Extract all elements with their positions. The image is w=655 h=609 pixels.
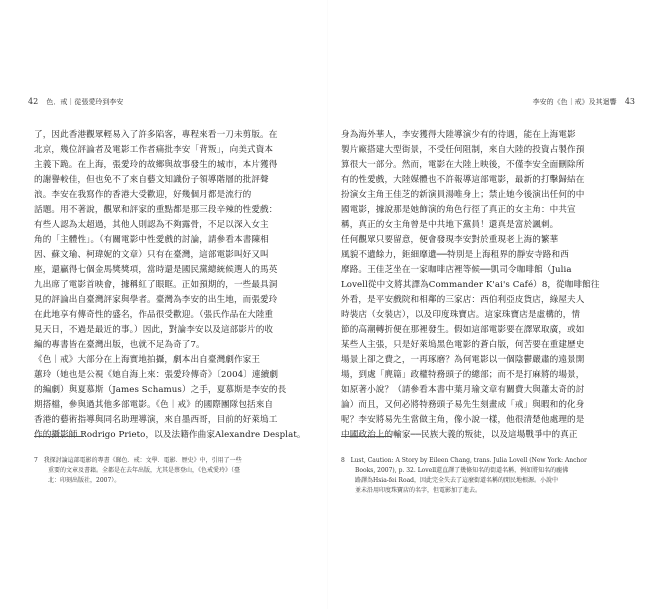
- body-line: 外看，是平安戲院和相鄰的三家店：西伯利亞皮貨店，綠屋夫人: [341, 295, 585, 305]
- body-line: 摩路。王佳芝坐在一家咖啡店裡等候──凱司令咖啡館（Julia: [341, 265, 572, 275]
- right-page: [335, 0, 635, 609]
- left-running-head: 色．戒｜從張愛玲到李安: [46, 98, 124, 106]
- right-page-header: [335, 97, 635, 107]
- body-line: 的編劇）與夏慕斯（James Schamus）之手，夏慕斯是李安的長: [34, 385, 287, 395]
- body-line: 稱，真正的女主角曾是中共地下黨員！還真是富於諷刺。: [341, 220, 559, 230]
- body-line: 身為海外華人，李安獲得大陸導演少有的待遇，能在上海電影: [341, 130, 576, 140]
- footnote-line: [34, 456, 328, 466]
- body-line: 北京，幾位評論者及電影工作者痛批李安「背叛」，向美式資本: [34, 145, 274, 155]
- body-line: 算很大一部分。然而，電影在大陸上映後，不僅李安全面刪除所: [341, 160, 585, 170]
- footnote: [341, 456, 635, 496]
- body-line: 期搭檔，參與過其他多部電影。《色｜戒》的國際團隊包括來自: [34, 400, 274, 410]
- footnote-line: [341, 456, 635, 466]
- body-line: 見天日，不過是最近的事。）因此，對論李安以及這部影片的收: [34, 325, 274, 335]
- body-line: 座，還贏得七個金馬獎獎項，當時還是國民黨總統候選人的馬英: [34, 265, 278, 275]
- footnote-line: 北：印刻出版社，2007）。: [48, 477, 121, 484]
- body-line: 了，因此香港觀眾輕易入了許多陷客，專程來看一刀未剪版。在: [34, 130, 278, 140]
- body-line: 九出席了電影首映會，據稱紅了眼眶。正如預期的，一些最具洞: [34, 280, 278, 290]
- footnote-line: Books, 2007), p. 32. Lovell還直譯了幾條知名的街道名稱，例如將知名的龐佛: [355, 467, 569, 474]
- body-line: 論）而且，又何必將特務頭子易先生刻畫成「戒」與暇和的化身: [341, 400, 585, 410]
- left-page-header: [28, 97, 328, 107]
- body-line: 主義下跪。在上海，張愛玲的故鄉與故事發生的城市，本片獲得: [34, 160, 278, 170]
- body-line: 話題。用不著說，觀眾和評家的重點都是那三段辛辣的性愛戲：: [34, 205, 278, 215]
- body-line: 國電影，據說那是她飾演的角色行徑了真正的女主角：中共宣: [341, 205, 576, 215]
- footnote-text: 我探討論這部電影的專書《睇色．戒：文學．電影．歷史》中，引用了一些: [43, 457, 242, 464]
- body-line: Lovell從中文將其譯為Commander K'ai's Café）8，從咖啡館往: [341, 280, 600, 290]
- body-line: 如原著小說？（請參看本書中葉月瑜文章有關費大與蕭太奇的討: [341, 385, 585, 395]
- body-line: 有的性愛戲，大陸媒體也不許報導這部電影，最新的打擊歸結在: [341, 175, 585, 185]
- body-line: 有些人認為太超過，其他人則認為不夠露骨，不足以深入女主: [34, 220, 269, 230]
- body-line: 場，到處「麂篇」政權特務頭子的總部；而不是打麻將的場景，: [341, 370, 585, 380]
- footnote-marker: 8: [341, 457, 345, 464]
- right-page-body: [341, 128, 635, 443]
- body-line: 時裝店（女裝店），以及印度珠寶店。這家珠寶店是虛構的，情: [341, 310, 581, 320]
- body-line: 的謝譽較佳，但也免不了來自藝文知識份子領導階層的批評聲: [34, 175, 269, 185]
- footnote-line: 路譯為Hsia-fei Road，因此完全失去了這麼街道名稱的閒民地根源。小說中: [355, 477, 558, 484]
- body-line: 製片廠搭建大型街景，不受任何阻制，來自大陸的投資占製作預: [341, 145, 585, 155]
- body-line: 浪。李安在我寫作的香港大受歡迎，好幾個月都是流行的: [34, 190, 252, 200]
- spine-gutter: [327, 0, 328, 609]
- body-line: 場景上卻之費之，一再琢磨？為何電影以一個陰鬱嚴肅的遠景開: [341, 355, 585, 365]
- footnote: [34, 456, 328, 486]
- body-line: 任何觀眾只要留意，便會發現李安對於重現老上海的繁華: [341, 235, 559, 245]
- body-line: 蕙玲（她也是公視《她自海上來：張愛玲傳奇》〔2004〕連續劇: [34, 370, 279, 380]
- body-line: 《色｜戒》大部分在上海實地拍攝，劇本出自臺灣劇作家王: [34, 355, 261, 365]
- footnote-text: Lust, Caution: A Story by Eileen Chang, trans. Julia Lovell (New York: Anchor: [350, 457, 587, 464]
- body-line: 編的專書皆在臺灣出版，也就不足為奇了7。: [34, 340, 205, 350]
- body-line: 扮演女主角王佳芝的新演員湯唯身上；禁止她今後演出任何的中: [341, 190, 585, 200]
- footnote-divider: [34, 436, 84, 437]
- footnote-line: 並未沿用印度珠寶店的名字，但電影加了進去。: [355, 487, 482, 494]
- body-line: 角的「主體性」。（有關電影中性愛戲的討論，請參看本書陳相: [34, 235, 269, 245]
- left-page-body: [34, 128, 328, 443]
- body-line: 節的高潮轉折便在那裡發生。假如這部電影要在譯眾取廣，或如: [341, 325, 585, 335]
- footnote-marker: 7: [34, 457, 38, 464]
- body-line: 風貌不遺餘力，鉅細靡遺──特別是上海租界的靜安寺路和西: [341, 250, 569, 260]
- body-line: 中國政治上的輸家──民族大義的叛徒，以及這場戰爭中的真正: [341, 430, 578, 440]
- body-line: 因、蘇文瑜、柯瑋妮的文章）只有在臺灣，這部電影叫好又叫: [34, 250, 269, 260]
- body-line: 香港的藝術指導與同名助理導演，來自墨西哥，目前的好萊塢工: [34, 415, 278, 425]
- right-running-head: 李安的《色｜戒》及其迴響: [532, 98, 617, 106]
- left-page: [28, 0, 328, 609]
- body-line: 在此地享有傳奇性的盛名，作品很受歡迎。（張氏作品在大陸重: [34, 310, 274, 320]
- left-page-number: 42: [28, 97, 39, 106]
- footnote-divider: [341, 436, 391, 437]
- body-line: 見的評論出自臺灣評家與學者。臺灣為李安的出生地，而張愛玲: [34, 295, 278, 305]
- footnote-line: 重要的文章及書籍。全都是在去年出版，尤其是蔡登山，《色戒愛玲》（臺: [48, 467, 241, 474]
- body-line: 某些人主張，只是好萊塢黑色電影的蒼白版，何苦要在重建歷史: [341, 340, 585, 350]
- right-page-number: 43: [624, 97, 635, 106]
- body-line: 呢？李安將易先生當做主角，像小說一樣，他很清楚他處理的是: [341, 415, 585, 425]
- body-line: 作的攝影師 Rodrigo Prieto，以及法籍作曲家Alexandre Desplat。: [34, 430, 306, 440]
